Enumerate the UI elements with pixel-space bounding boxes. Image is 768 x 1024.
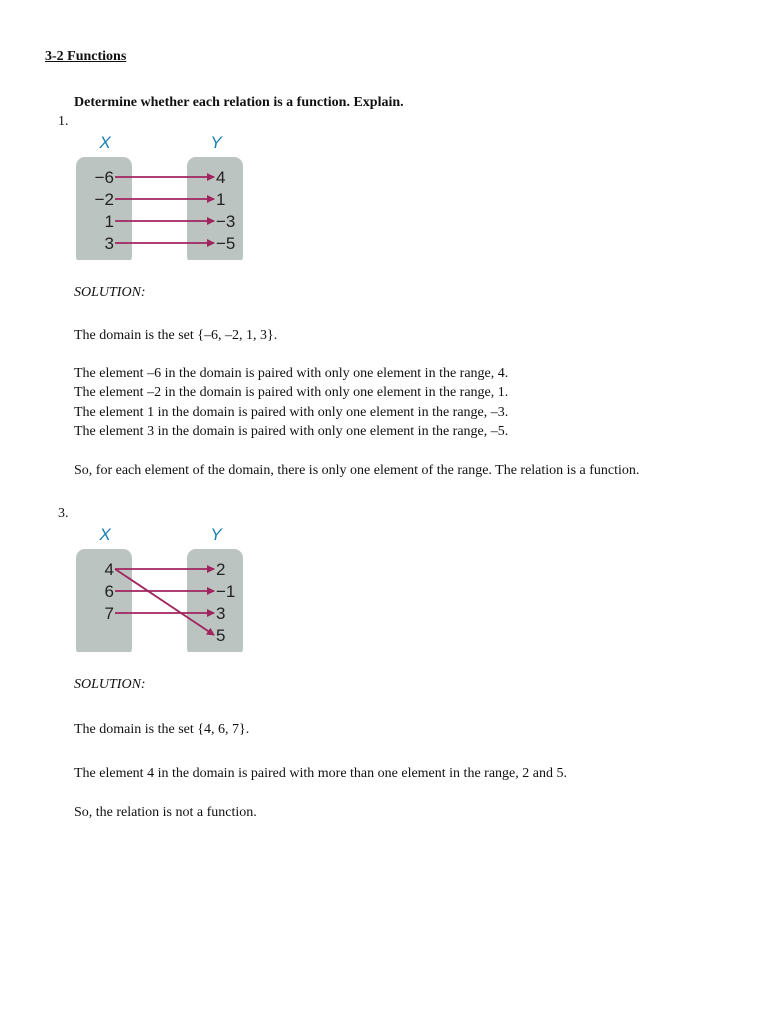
range-value: −1 (216, 582, 236, 601)
domain-value: 4 (104, 560, 114, 579)
conclusion-line: So, for each element of the domain, there is only one element of the range. The relation is a function. (74, 463, 640, 478)
x-axis-label: X (99, 133, 111, 152)
domain-value: 7 (104, 604, 114, 623)
solution-line: The domain is the set {–6, –2, 1, 3}. (74, 328, 278, 343)
instructions: Determine whether each relation is a function. Explain. (74, 95, 404, 110)
solution-line: The domain is the set {4, 6, 7}. (74, 722, 250, 737)
range-value: 3 (216, 604, 226, 623)
problem-number: 3. (58, 506, 69, 521)
domain-value: −6 (94, 168, 114, 187)
range-value: −3 (216, 212, 236, 231)
range-value: 4 (216, 168, 226, 187)
page-title: 3-2 Functions (45, 49, 127, 64)
domain-value: 6 (104, 582, 114, 601)
domain-value: −2 (94, 190, 114, 209)
mapping-diagram (74, 524, 250, 652)
solution-label: SOLUTION: (74, 677, 146, 692)
y-axis-label: Y (210, 133, 222, 152)
solution-line: The element 4 in the domain is paired with more than one element in the range, 2 and 5. (74, 766, 567, 781)
range-value: 2 (216, 560, 226, 579)
solution-line: The element –2 in the domain is paired with only one element in the range, 1. (74, 385, 509, 400)
solution-line: The element –6 in the domain is paired with only one element in the range, 4. (74, 366, 509, 381)
conclusion-line: So, the relation is not a function. (74, 805, 257, 820)
range-value: 5 (216, 626, 226, 645)
range-value: −5 (216, 234, 236, 253)
problem-number: 1. (58, 114, 69, 129)
domain-value: 1 (104, 212, 114, 231)
solution-label: SOLUTION: (74, 285, 146, 300)
range-value: 1 (216, 190, 226, 209)
domain-value: 3 (104, 234, 114, 253)
solution-line: The element 1 in the domain is paired with only one element in the range, –3. (74, 405, 509, 420)
mapping-diagram (74, 132, 250, 260)
y-axis-label: Y (210, 525, 222, 544)
x-axis-label: X (99, 525, 111, 544)
solution-line: The element 3 in the domain is paired with only one element in the range, –5. (74, 424, 509, 439)
